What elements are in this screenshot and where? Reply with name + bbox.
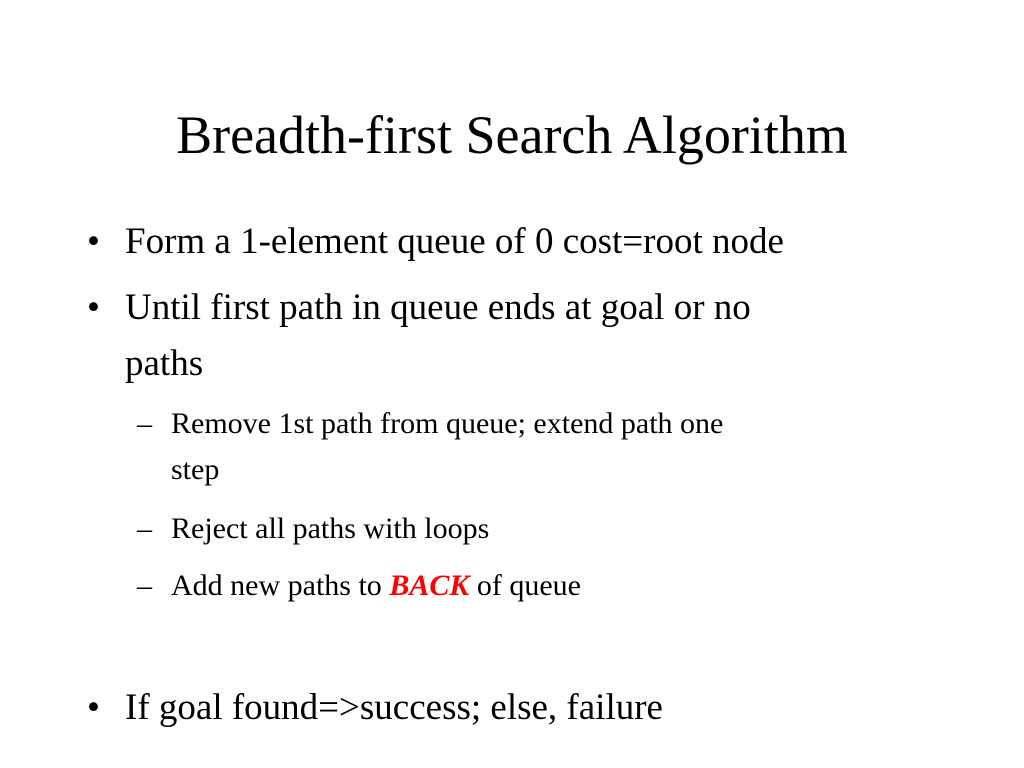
sub-item-text-line2: step — [171, 453, 220, 486]
sub-item — [137, 563, 581, 609]
sub-item-text-line1: Remove 1st path from queue; extend path one — [171, 407, 724, 440]
bullet-text: Form a 1-element queue of 0 cost=root node — [125, 221, 784, 262]
sub-item — [137, 401, 724, 447]
bullet-text-line2: paths — [125, 343, 204, 384]
sub-marker: – — [137, 569, 152, 602]
bullet-continuation — [125, 336, 203, 392]
bullet-marker: • — [87, 687, 100, 728]
emphasis-back: BACK — [389, 569, 470, 602]
bullet-item — [87, 680, 663, 736]
bullet-marker: • — [87, 221, 100, 262]
bullet-item — [87, 214, 784, 270]
sub-item-continuation — [171, 447, 219, 493]
sub-item-prefix: Add new paths to — [171, 569, 382, 602]
bullet-text-line1: Until first path in queue ends at goal or no — [125, 287, 751, 328]
bullet-marker: • — [87, 287, 100, 328]
bullet-text: If goal found=>success; else, failure — [125, 687, 663, 728]
sub-item — [137, 506, 490, 552]
sub-marker: – — [137, 407, 152, 440]
sub-item-text: Reject all paths with loops — [171, 512, 490, 545]
slide-title: Breadth-first Search Algorithm — [176, 105, 848, 165]
sub-item-suffix: of queue — [476, 569, 581, 602]
sub-marker: – — [137, 512, 152, 545]
bullet-item — [87, 280, 751, 336]
